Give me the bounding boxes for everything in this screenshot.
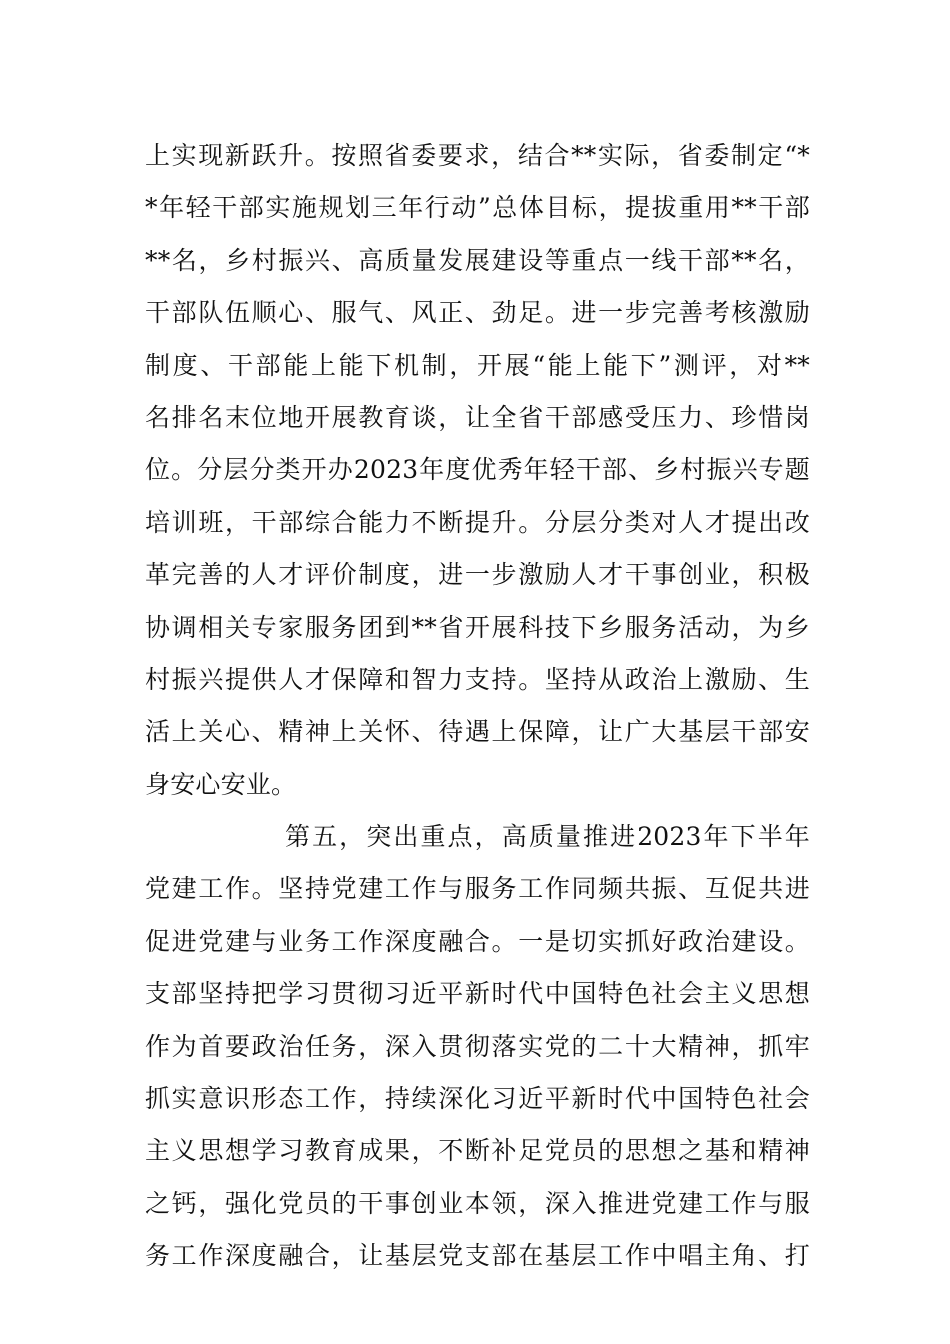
text-line: 名排名末位地开展教育谈，让全省干部感受压力、珍惜岗: [145, 402, 810, 432]
text-line: 主义思想学习教育成果，不断补足党员的思想之基和精神: [145, 1136, 810, 1166]
section-heading-line: 第五，突出重点，高质量推进2023年下半年: [285, 822, 810, 852]
text-line: 作为首要政治任务，深入贯彻落实党的二十大精神，抓牢: [145, 1031, 810, 1061]
text-line: 上实现新跃升。按照省委要求，结合**实际，省委制定“*: [145, 141, 810, 170]
text-line: *年轻干部实施规划三年行动”总体目标，提拔重用**干部: [145, 193, 810, 223]
text-line: 党建工作。坚持党建工作与服务工作同频共振、互促共进: [145, 874, 810, 904]
text-line: 协调相关专家服务团到**省开展科技下乡服务活动，为乡: [145, 612, 810, 642]
text-line: **名，乡村振兴、高质量发展建设等重点一线干部**名，: [145, 245, 810, 275]
text-line: 革完善的人才评价制度，进一步激励人才干事创业，积极: [145, 560, 810, 590]
text-line: 支部坚持把学习贯彻习近平新时代中国特色社会主义思想: [145, 979, 810, 1009]
text-line: 制度、干部能上能下机制，开展“能上能下”测评，对**: [145, 350, 810, 380]
text-line: 培训班，干部综合能力不断提升。分层分类对人才提出改: [145, 507, 810, 537]
paragraph-end-line: 身安心安业。: [145, 769, 297, 799]
text-line: 干部队伍顺心、服气、风正、劲足。进一步完善考核激励: [145, 298, 810, 328]
text-line: 抓实意识形态工作，持续深化习近平新时代中国特色社会: [145, 1084, 810, 1114]
text-line: 务工作深度融合，让基层党支部在基层工作中唱主角、打: [145, 1241, 810, 1271]
text-line: 位。分层分类开办2023年度优秀年轻干部、乡村振兴专题: [145, 455, 810, 485]
text-line: 促进党建与业务工作深度融合。一是切实抓好政治建设。: [145, 926, 810, 956]
text-line: 之钙，强化党员的干事创业本领，深入推进党建工作与服: [145, 1188, 810, 1218]
body-text: [145, 130, 810, 1283]
text-line: 村振兴提供人才保障和智力支持。坚持从政治上激励、生: [145, 664, 810, 694]
text-line: 活上关心、精神上关怀、待遇上保障，让广大基层干部安: [145, 717, 810, 747]
